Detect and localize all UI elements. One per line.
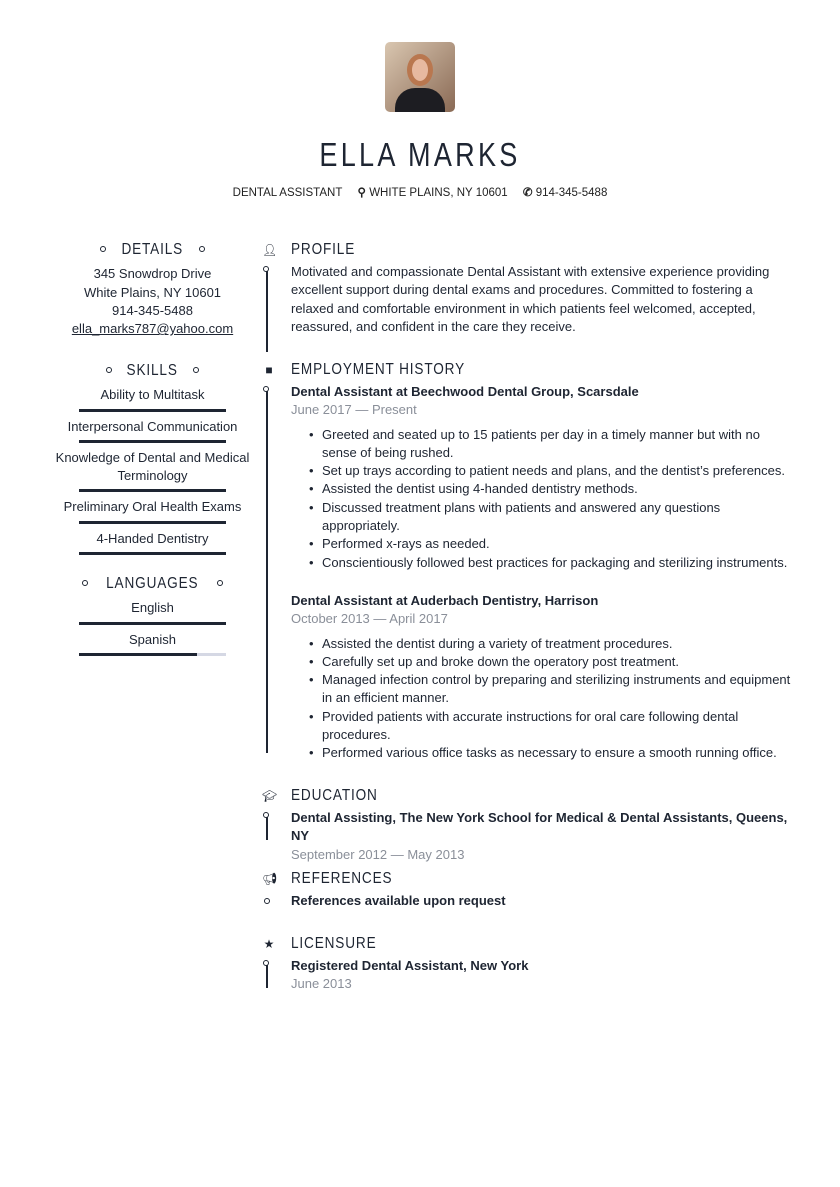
skill-label: Interpersonal Communication (67, 418, 238, 434)
job-bullet: • Performed x-rays as needed. (291, 535, 793, 553)
job-title: Dental Assistant at Auderbach Dentistry, Harrison (291, 592, 599, 608)
skill-bar (79, 521, 226, 524)
job-dates: June 2017 — Present (291, 402, 417, 418)
address-line-2: White Plains, NY 10601 (83, 284, 222, 300)
job-bullet: • Provided patients with accurate instructions for oral care following dental procedures. (291, 708, 793, 745)
references-section (258, 870, 793, 910)
job-bullet: • Set up trays according to patient needs and plans, and the dentist’s preferences. (291, 462, 793, 480)
job-bullet: • Conscientiously followed best practices for packaging and sterilizing instruments. (291, 554, 793, 572)
job-title: DENTAL ASSISTANT (232, 187, 343, 199)
person-icon: 👤︎ (262, 243, 278, 257)
references-heading: REFERENCES (291, 870, 393, 887)
languages-section (50, 575, 255, 662)
job-bullet: • Managed infection control by preparing and sterilizing instruments and equipment in an efficient manner. (291, 671, 793, 708)
details-section (50, 241, 255, 338)
licensure-dates: June 2013 (291, 976, 352, 992)
language-item (50, 631, 255, 656)
star-icon: ★ (263, 937, 275, 951)
job-bullet: • Carefully set up and broke down the operatory post treatment. (291, 653, 793, 671)
education-title: Dental Assisting, The New York School for Medical & Dental Assistants, Queens, NY (291, 810, 788, 844)
profile-heading: PROFILE (291, 241, 356, 258)
job-bullet: • Discussed treatment plans with patients and answered any questions appropriately. (291, 499, 793, 536)
skill-label: Preliminary Oral Health Exams (63, 499, 242, 515)
job-bullet: • Assisted the dentist using 4-handed dentistry methods. (291, 480, 793, 498)
skills-section (50, 362, 255, 561)
profile-photo (385, 42, 455, 112)
licensure-title: Registered Dental Assistant, New York (291, 958, 529, 973)
header-subline (0, 185, 840, 199)
profile-text: Motivated and compassionate Dental Assistant with extensive experience providing excellent support during dental exams and procedures. Committed to fostering a relaxed and comfortable environment in which patients feel welcomed, accepted, reassured, and confident in the care they receive. (291, 264, 770, 334)
skill-item (50, 449, 255, 493)
skill-bar (79, 489, 226, 492)
job-entry (291, 592, 793, 763)
skill-item (50, 386, 255, 411)
skill-bar (79, 409, 226, 412)
education-section (258, 787, 793, 864)
candidate-name: ELLA MARKS (319, 136, 521, 173)
graduation-cap-icon: 🎓︎ (262, 789, 278, 803)
job-entry (291, 383, 793, 572)
skill-item (50, 498, 255, 523)
language-label: Spanish (129, 631, 176, 647)
references-text: References available upon request (291, 893, 506, 908)
skill-item (50, 530, 255, 555)
details-phone: 914-345-5488 (112, 302, 193, 318)
skill-bar (79, 440, 226, 443)
job-title: Dental Assistant at Beechwood Dental Group, Scarsdale (291, 384, 639, 399)
education-heading: EDUCATION (291, 787, 378, 804)
location: WHITE PLAINS, NY 10601 (369, 187, 508, 199)
skill-label: Knowledge of Dental and Medical Terminology (55, 449, 250, 484)
employment-section (258, 361, 793, 763)
job-dates: October 2013 — April 2017 (291, 611, 448, 627)
details-heading: DETAILS (121, 241, 184, 258)
skill-label: Ability to Multitask (100, 387, 205, 403)
address-line-1: 345 Snowdrop Drive (93, 266, 212, 282)
licensure-section (258, 935, 793, 994)
job-bullet: • Greeted and seated up to 15 patients per day in a timely manner but with no sense of being rushed. (291, 426, 793, 463)
skill-label: 4-Handed Dentistry (96, 530, 209, 546)
profile-section (258, 241, 793, 336)
language-label: English (131, 600, 174, 616)
megaphone-icon: 📢︎ (262, 872, 278, 886)
skill-bar (79, 552, 226, 555)
location-pin-icon: ⚲ (357, 187, 366, 199)
language-bar (79, 653, 226, 656)
language-bar (79, 622, 226, 625)
skill-item (50, 418, 255, 443)
licensure-heading: LICENSURE (291, 935, 377, 952)
job-bullet: • Assisted the dentist during a variety of treatment procedures. (291, 635, 793, 653)
phone-icon: ✆ (522, 187, 533, 199)
job-bullet: • Performed various office tasks as necessary to ensure a smooth running office. (291, 744, 793, 762)
education-dates: September 2012 — May 2013 (291, 846, 465, 862)
languages-heading: LANGUAGES (106, 575, 199, 592)
language-item (50, 599, 255, 624)
employment-heading: EMPLOYMENT HISTORY (291, 361, 466, 378)
briefcase-icon: ■ (265, 363, 273, 377)
email-link[interactable]: ella_marks787@yahoo.com (71, 321, 234, 337)
phone: 914-345-5488 (535, 187, 608, 199)
skills-heading: SKILLS (126, 362, 179, 379)
